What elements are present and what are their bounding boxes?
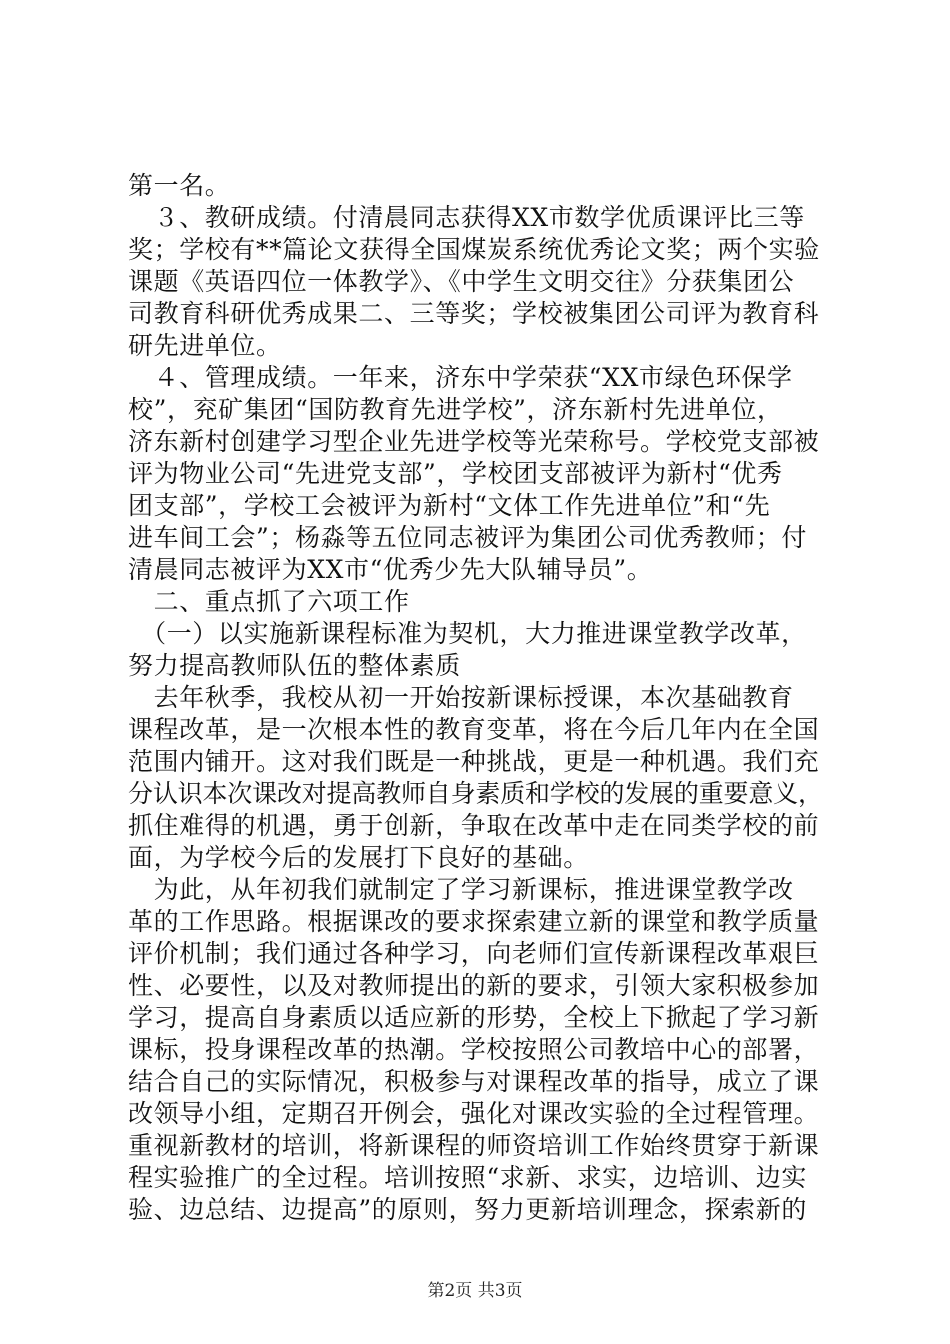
text-line: 团支部”，学校工会被评为新村“文体工作先进单位”和“先 xyxy=(128,491,771,520)
text-line: 奖；学校有**篇论文获得全国煤炭系统优秀论文奖；两个实验 xyxy=(128,235,820,264)
text-line: 济东新村创建学习型企业先进学校等光荣称号。学校党支部被 xyxy=(128,427,820,456)
page-number-footer: 第2页 共3页 xyxy=(427,1281,523,1301)
subsection-heading: 努力提高教师队伍的整体素质 xyxy=(128,651,461,680)
text-line: 课程改革，是一次根本性的教育变革，将在今后几年内在全国 xyxy=(128,715,820,744)
text-line: 结合自己的实际情况，积极参与对课程改革的指导，成立了课 xyxy=(128,1067,820,1096)
text-line: 分认识本次课改对提高教师自身素质和学校的发展的重要意义， xyxy=(128,779,823,808)
text-line: 研先进单位。 xyxy=(128,331,282,360)
text-line: 验、边总结、边提高”的原则，努力更新培训理念，探索新的 xyxy=(128,1195,807,1224)
text-line: 评为物业公司“先进党支部”，学校团支部被评为新村“优秀 xyxy=(128,459,783,488)
text-line: 去年秋季，我校从初一开始按新课标授课，本次基础教育 xyxy=(128,683,794,712)
text-line: 程实验推广的全过程。培训按照“求新、求实，边培训、边实 xyxy=(128,1163,807,1192)
text-line: ３、教研成绩。付清晨同志获得XX市数学优质课评比三等 xyxy=(128,203,805,232)
text-line: 评价机制；我们通过各种学习，向老师们宣传新课程改革艰巨 xyxy=(128,939,820,968)
text-line: 学习，提高自身素质以适应新的形势，全校上下掀起了学习新 xyxy=(128,1003,820,1032)
text-line: 清晨同志被评为XX市“优秀少先大队辅导员”。 xyxy=(128,555,653,584)
text-line: 性、必要性，以及对教师提出的新的要求，引领大家积极参加 xyxy=(128,971,820,1000)
text-line: 第一名。 xyxy=(128,171,231,200)
text-line: 课题《英语四位一体教学》、《中学生文明交往》分获集团公 xyxy=(128,267,795,296)
text-line: 范围内铺开。这对我们既是一种挑战，更是一种机遇。我们充 xyxy=(128,747,820,776)
text-line: 抓住难得的机遇，勇于创新，争取在改革中走在同类学校的前 xyxy=(128,811,820,840)
text-line: 课标，投身课程改革的热潮。学校按照公司教培中心的部署， xyxy=(128,1035,820,1064)
text-line: 为此，从年初我们就制定了学习新课标，推进课堂教学改 xyxy=(128,875,794,904)
text-line: 进车间工会”；杨淼等五位同志被评为集团公司优秀教师；付 xyxy=(128,523,807,552)
section-heading: 二、重点抓了六项工作 xyxy=(128,587,410,616)
text-line: 改领导小组，定期召开例会，强化对课改实验的全过程管理。 xyxy=(128,1099,820,1128)
text-line: 面，为学校今后的发展打下良好的基础。 xyxy=(128,843,589,872)
text-line: 司教育科研优秀成果二、三等奖；学校被集团公司评为教育科 xyxy=(128,299,820,328)
text-line: 校”，兖矿集团“国防教育先进学校”，济东新村先进单位， xyxy=(128,395,783,424)
text-line: 重视新教材的培训，将新课程的师资培训工作始终贯穿于新课 xyxy=(128,1131,820,1160)
text-line: 革的工作思路。根据课改的要求探索建立新的课堂和教学质量 xyxy=(128,907,820,936)
subsection-heading: （一）以实施新课程标准为契机，大力推进课堂教学改革， xyxy=(128,619,807,648)
text-line: ４、管理成绩。一年来，济东中学荣获“XX市绿色环保学 xyxy=(128,363,793,392)
